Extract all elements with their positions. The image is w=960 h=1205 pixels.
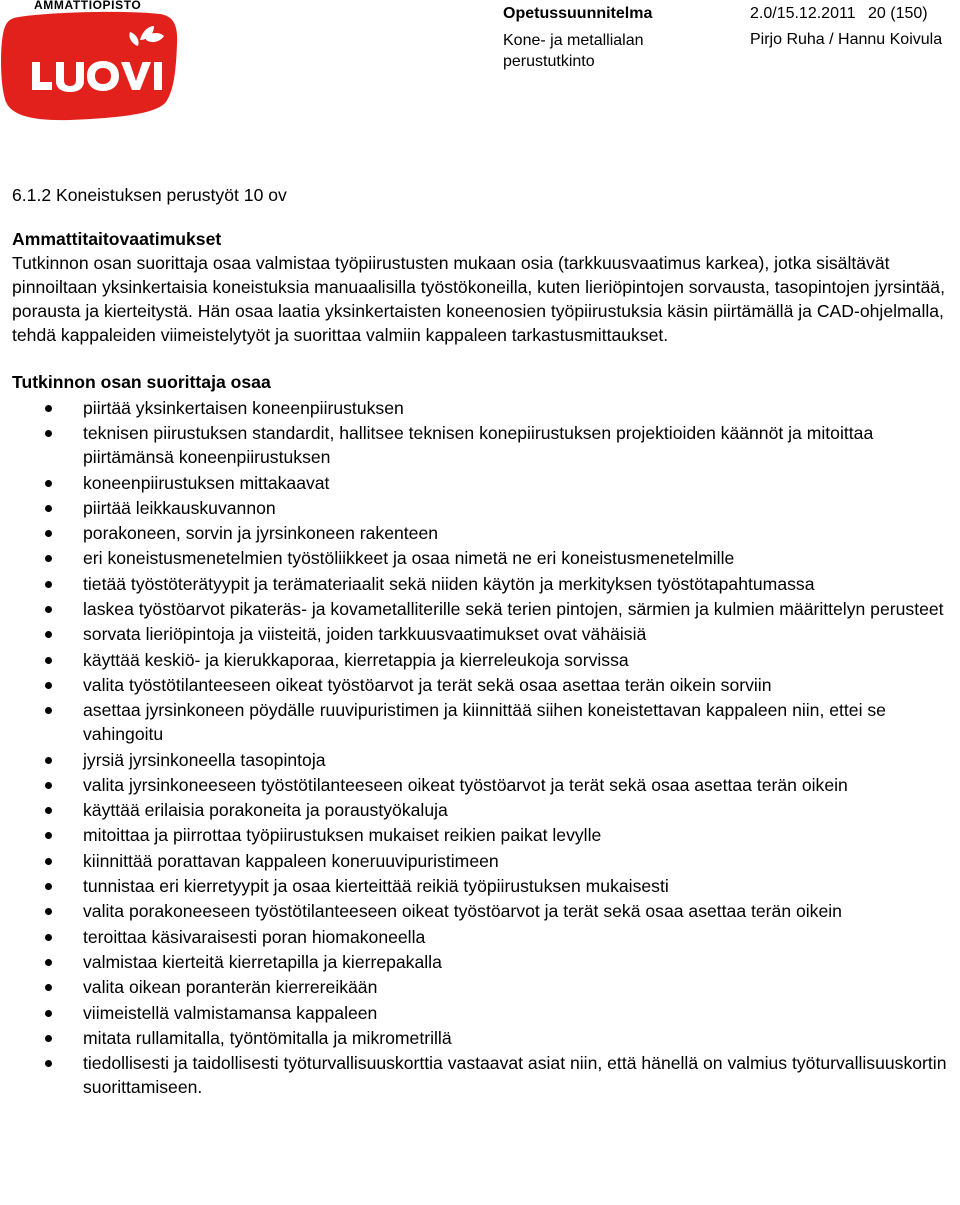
bullet-icon <box>45 606 52 613</box>
bullet-icon <box>45 883 52 890</box>
list-item-text: piirtää leikkauskuvannon <box>83 497 276 518</box>
list-item <box>12 849 958 873</box>
list-item-text: kiinnittää porattavan kappaleen koneruuvipuristimeen <box>83 850 499 871</box>
luovi-logo <box>0 0 180 125</box>
list-item-text: koneenpiirustuksen mittakaavat <box>83 472 330 493</box>
requirements-heading: Ammattitaitovaatimukset <box>12 229 222 249</box>
list-item-text: valita oikean poranterän kierrereikään <box>83 977 378 998</box>
list-item <box>12 975 958 999</box>
bullet-icon <box>45 934 52 941</box>
document-subtitle: Kone- ja metallialan perustutkinto <box>503 32 644 70</box>
list-item-text: viimeistellä valmistamansa kappaleen <box>83 1002 378 1023</box>
list-item-text: mitata rullamitalla, työntömitalla ja mikrometrillä <box>83 1027 452 1048</box>
list-item <box>12 950 958 974</box>
bullet-icon <box>45 530 52 537</box>
list-item-text: tunnistaa eri kierretyypit ja osaa kierteittää reikiä työpiirustuksen mukaisesti <box>83 876 669 897</box>
bullet-icon <box>45 1035 52 1042</box>
bullet-icon <box>45 959 52 966</box>
list-item-text: porakoneen, sorvin ja jyrsinkoneen rakenteen <box>83 523 439 544</box>
list-item <box>12 496 958 520</box>
document-title: Opetussuunnitelma <box>503 5 653 22</box>
bullet-icon <box>45 480 52 487</box>
list-item-text: käyttää keskiö- ja kierukkaporaa, kierretappia ja kierreleukoja sorvissa <box>83 649 629 670</box>
list-item <box>12 521 958 545</box>
list-item <box>12 1001 958 1025</box>
list-item <box>12 925 958 949</box>
list-item <box>12 1026 958 1050</box>
list-heading: Tutkinnon osan suorittaja osaa <box>12 372 271 392</box>
list-item <box>12 648 958 672</box>
list-item-text: valmistaa kierteitä kierretapilla ja kierrepakalla <box>83 951 442 972</box>
bullet-icon <box>45 657 52 664</box>
list-item-text: tietää työstöterätyypit ja terämateriaalit sekä niiden käytön ja merkityksen työstötapahtumassa <box>83 573 815 594</box>
document-authors: Pirjo Ruha / Hannu Koivula <box>750 31 943 48</box>
list-item <box>12 698 958 746</box>
bullet-icon <box>45 908 52 915</box>
bullet-icon <box>45 405 52 412</box>
list-item-text: asettaa jyrsinkoneen pöydälle ruuvipuristimen ja kiinnittää siihen koneistettavan kappaleen niin, ettei se vahingoitu <box>83 700 886 745</box>
list-item-text: teknisen piirustuksen standardit, hallitsee teknisen konepiirustuksen projektioiden käännöt ja mitoittaa piirtämänsä koneenpiirustuksen <box>83 423 874 468</box>
list-item-text: käyttää erilaisia porakoneita ja poraustyökaluja <box>83 800 448 821</box>
list-item <box>12 874 958 898</box>
section-description: Tutkinnon osan suorittaja osaa valmistaa työpiirustusten mukaan osia (tarkkuusvaatimus karkea), jotka sisältävät pinnoiltaan yksinkertaisia koneistuksia manuaalisilla työstökoneilla, kuten lieriöpintojen sorvausta, tasopintojen jyrsintää, porausta ja kierteitystä. Hän osaa laatia yksinkertaisten koneenosien työpiirustuksia käsin piirtämällä ja CAD-ohjelmalla, tehdä kappaleiden viimeistelytyöt ja suorittaa valmiin kappaleen tarkastusmittaukset. <box>12 253 945 345</box>
main-content <box>12 183 958 1100</box>
bullet-icon <box>45 631 52 638</box>
list-item-text: sorvata lieriöpintoja ja viisteitä, joiden tarkkuusvaatimukset ovat vähäisiä <box>83 624 647 645</box>
list-item <box>12 1051 958 1099</box>
bullet-icon <box>45 858 52 865</box>
list-item <box>12 546 958 570</box>
bullet-icon <box>45 707 52 714</box>
list-item-text: laskea työstöarvot pikateräs- ja kovametalliterille sekä terien pintojen, särmien ja kulmien määrittelyn perusteet <box>83 599 944 620</box>
bullet-icon <box>45 682 52 689</box>
bullet-icon <box>45 1060 52 1067</box>
list-item <box>12 748 958 772</box>
list-item <box>12 673 958 697</box>
list-item-text: tiedollisesti ja taidollisesti työturvallisuuskorttia vastaavat asiat niin, että hänellä on valmius työturvallisuuskortin suorittamiseen. <box>83 1053 947 1098</box>
page-number: 20 (150) <box>868 5 928 22</box>
list-item <box>12 421 958 469</box>
bullet-icon <box>45 782 52 789</box>
list-item-text: jyrsiä jyrsinkoneella tasopintoja <box>83 749 326 770</box>
bullet-icon <box>45 555 52 562</box>
list-item-text: eri koneistusmenetelmien työstöliikkeet ja osaa nimetä ne eri koneistusmenetelmille <box>83 548 735 569</box>
document-version: 2.0/15.12.2011 <box>750 5 856 22</box>
list-item-text: valita porakoneeseen työstötilanteeseen oikeat työstöarvot ja terät sekä osaa asettaa terän oikein <box>83 901 842 922</box>
logo-badge-icon <box>0 10 178 122</box>
bullet-icon <box>45 581 52 588</box>
list-item <box>12 823 958 847</box>
list-item <box>12 396 958 420</box>
bullet-icon <box>45 984 52 991</box>
list-item-text: valita työstötilanteeseen oikeat työstöarvot ja terät sekä osaa asettaa terän oikein sorviin <box>83 674 772 695</box>
logo-org-name: AMMATTIOPISTO <box>34 0 142 12</box>
bullet-icon <box>45 1010 52 1017</box>
bullet-icon <box>45 430 52 437</box>
bullet-icon <box>45 505 52 512</box>
list-item-text: mitoittaa ja piirrottaa työpiirustuksen mukaiset reikien paikat levylle <box>83 825 602 846</box>
list-item-text: piirtää yksinkertaisen koneenpiirustuksen <box>83 398 404 418</box>
list-item-text: teroittaa käsivaraisesti poran hiomakoneella <box>83 926 426 947</box>
skills-list <box>12 396 958 1099</box>
bullet-icon <box>45 832 52 839</box>
list-item <box>12 471 958 495</box>
section-title: 6.1.2 Koneistuksen perustyöt 10 ov <box>12 185 287 205</box>
list-item <box>12 899 958 923</box>
bullet-icon <box>45 757 52 764</box>
list-item <box>12 572 958 596</box>
list-item-text: valita jyrsinkoneeseen työstötilanteeseen oikeat työstöarvot ja terät sekä osaa asettaa terän oikein <box>83 774 848 795</box>
bullet-icon <box>45 807 52 814</box>
list-item <box>12 773 958 797</box>
list-item <box>12 798 958 822</box>
list-item <box>12 622 958 646</box>
list-item <box>12 597 958 621</box>
